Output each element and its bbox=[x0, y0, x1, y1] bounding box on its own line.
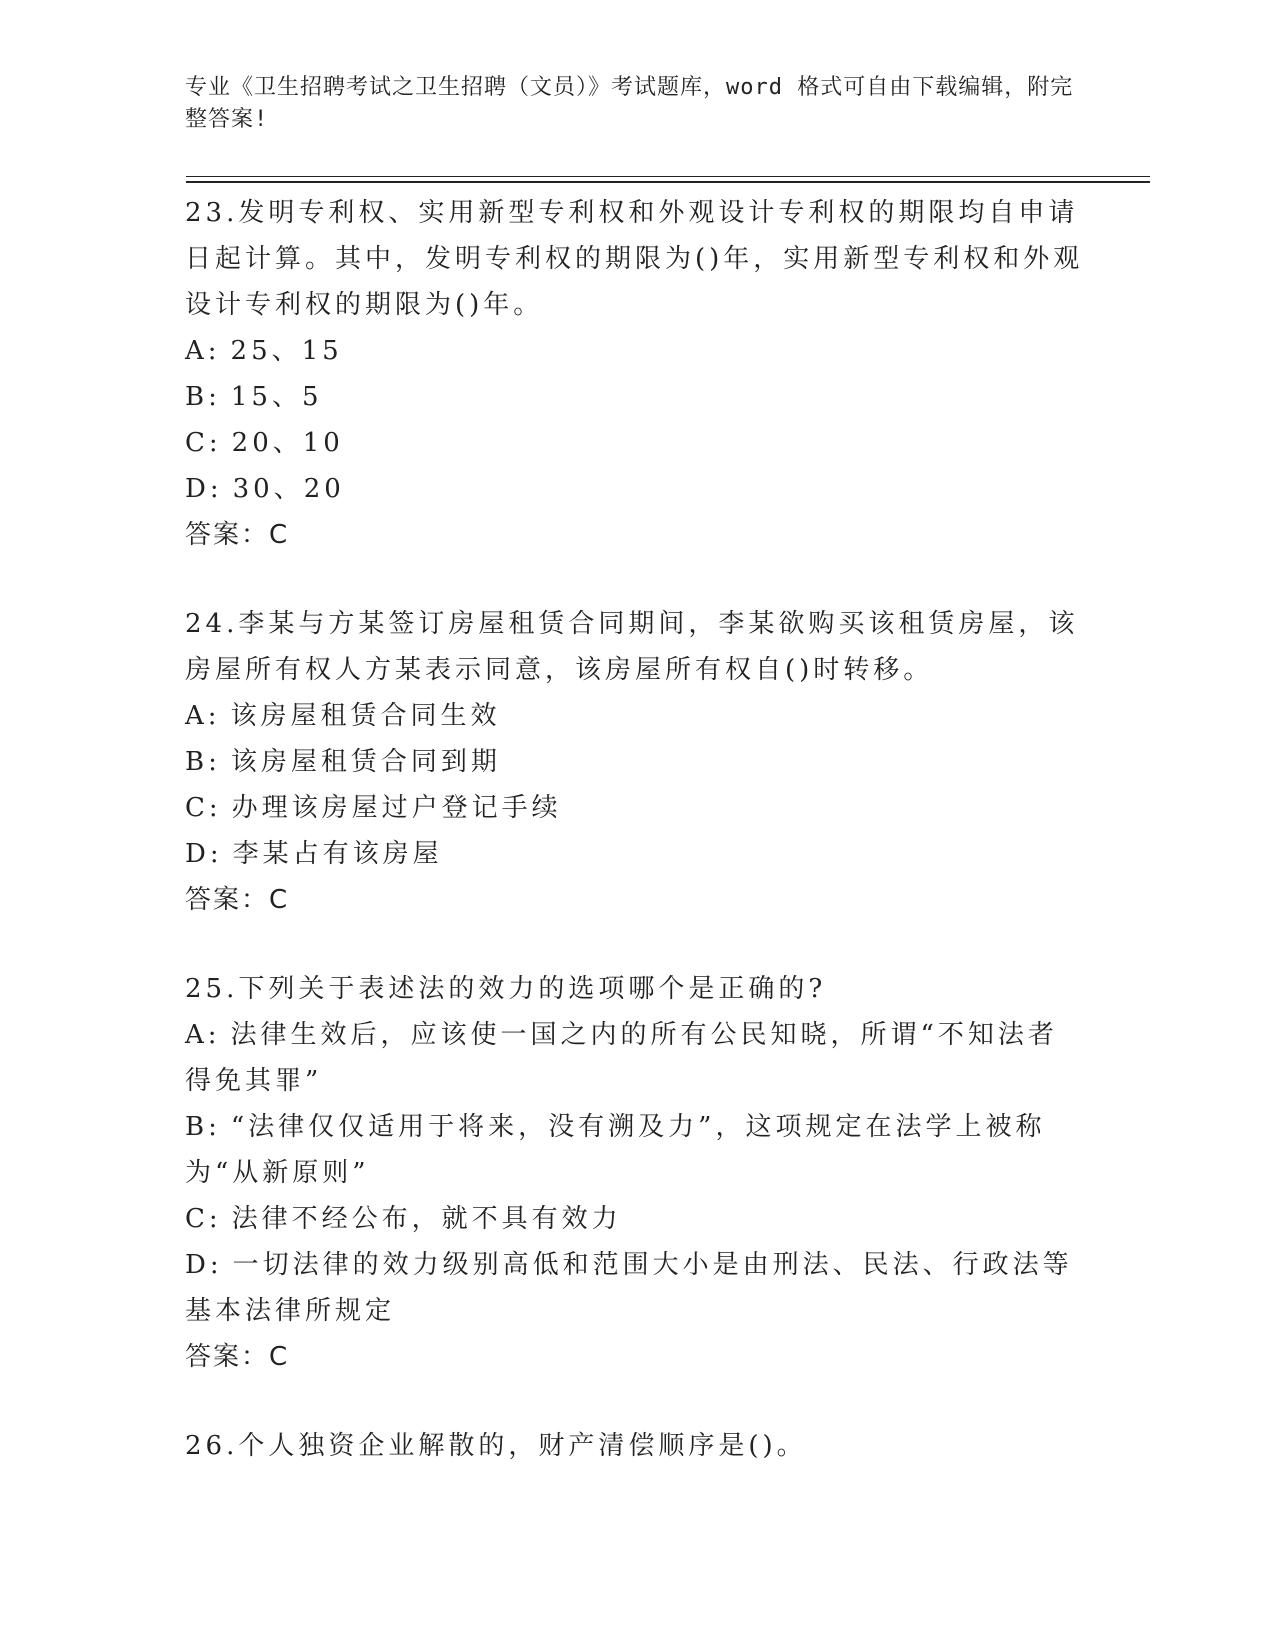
option-label: D: bbox=[185, 474, 223, 504]
option-text: 20、10 bbox=[231, 428, 344, 458]
option-d bbox=[185, 1242, 1085, 1334]
option-text: 25、15 bbox=[230, 336, 343, 366]
option-text: 法律不经公布，就不具有效力 bbox=[231, 1204, 622, 1234]
question-stem: 23.发明专利权、实用新型专利权和外观设计专利权的期限均自申请日起计算。其中，发明专利权的期限为()年，实用新型专利权和外观设计专利权的期限为()年。 bbox=[185, 198, 1084, 320]
question-stem: 25.下列关于表述法的效力的选项哪个是正确的? bbox=[185, 974, 827, 1004]
question-list bbox=[185, 190, 1085, 1512]
option-text: 李某占有该房屋 bbox=[232, 839, 443, 869]
option-text: 法律生效后，应该使一国之内的所有公民知晓，所谓“不知法者得免其罪” bbox=[185, 1020, 1058, 1096]
option-b bbox=[185, 739, 1085, 785]
question-24 bbox=[185, 601, 1085, 923]
option-text: 15、5 bbox=[230, 382, 323, 412]
option-c bbox=[185, 785, 1085, 831]
option-label: B: bbox=[185, 382, 221, 412]
option-label: C: bbox=[185, 1204, 222, 1234]
option-a bbox=[185, 328, 1085, 374]
header-divider-thin bbox=[186, 176, 1150, 177]
answer-line: 答案：C bbox=[185, 1342, 290, 1372]
option-d bbox=[185, 831, 1085, 877]
option-label: D: bbox=[185, 839, 223, 869]
option-d bbox=[185, 466, 1085, 512]
question-stem: 26.个人独资企业解散的，财产清偿顺序是()。 bbox=[185, 1431, 807, 1461]
question-stem: 24.李某与方某签订房屋租赁合同期间，李某欲购买该租赁房屋，该房屋所有权人方某表示同意，该房屋所有权自()时转移。 bbox=[185, 609, 1079, 685]
header-divider-thick bbox=[186, 181, 1150, 183]
option-c bbox=[185, 1196, 1085, 1242]
option-label: B: bbox=[185, 1112, 221, 1142]
option-label: C: bbox=[185, 428, 222, 458]
question-25 bbox=[185, 966, 1085, 1380]
option-label: D: bbox=[185, 1250, 223, 1280]
option-label: C: bbox=[185, 793, 222, 823]
option-b bbox=[185, 1104, 1085, 1196]
option-a bbox=[185, 693, 1085, 739]
option-label: A: bbox=[185, 336, 221, 366]
option-text: 该房屋租赁合同到期 bbox=[230, 747, 501, 777]
option-label: A: bbox=[185, 701, 221, 731]
answer-line: 答案：C bbox=[185, 885, 290, 915]
question-23 bbox=[185, 190, 1085, 558]
option-text: 该房屋租赁合同生效 bbox=[230, 701, 501, 731]
option-label: A: bbox=[185, 1020, 221, 1050]
option-text: 30、20 bbox=[232, 474, 345, 504]
option-text: 一切法律的效力级别高低和范围大小是由刑法、民法、行政法等基本法律所规定 bbox=[185, 1250, 1073, 1326]
document-header: 专业《卫生招聘考试之卫生招聘（文员）》考试题库，word 格式可自由下载编辑，附完整答案! bbox=[185, 75, 1074, 132]
option-label: B: bbox=[185, 747, 221, 777]
option-text: “法律仅仅适用于将来，没有溯及力”，这项规定在法学上被称为“从新原则” bbox=[185, 1112, 1046, 1188]
answer-line: 答案：C bbox=[185, 520, 290, 550]
question-26 bbox=[185, 1423, 1085, 1469]
option-b bbox=[185, 374, 1085, 420]
option-c bbox=[185, 420, 1085, 466]
option-a bbox=[185, 1012, 1085, 1104]
option-text: 办理该房屋过户登记手续 bbox=[231, 793, 562, 823]
